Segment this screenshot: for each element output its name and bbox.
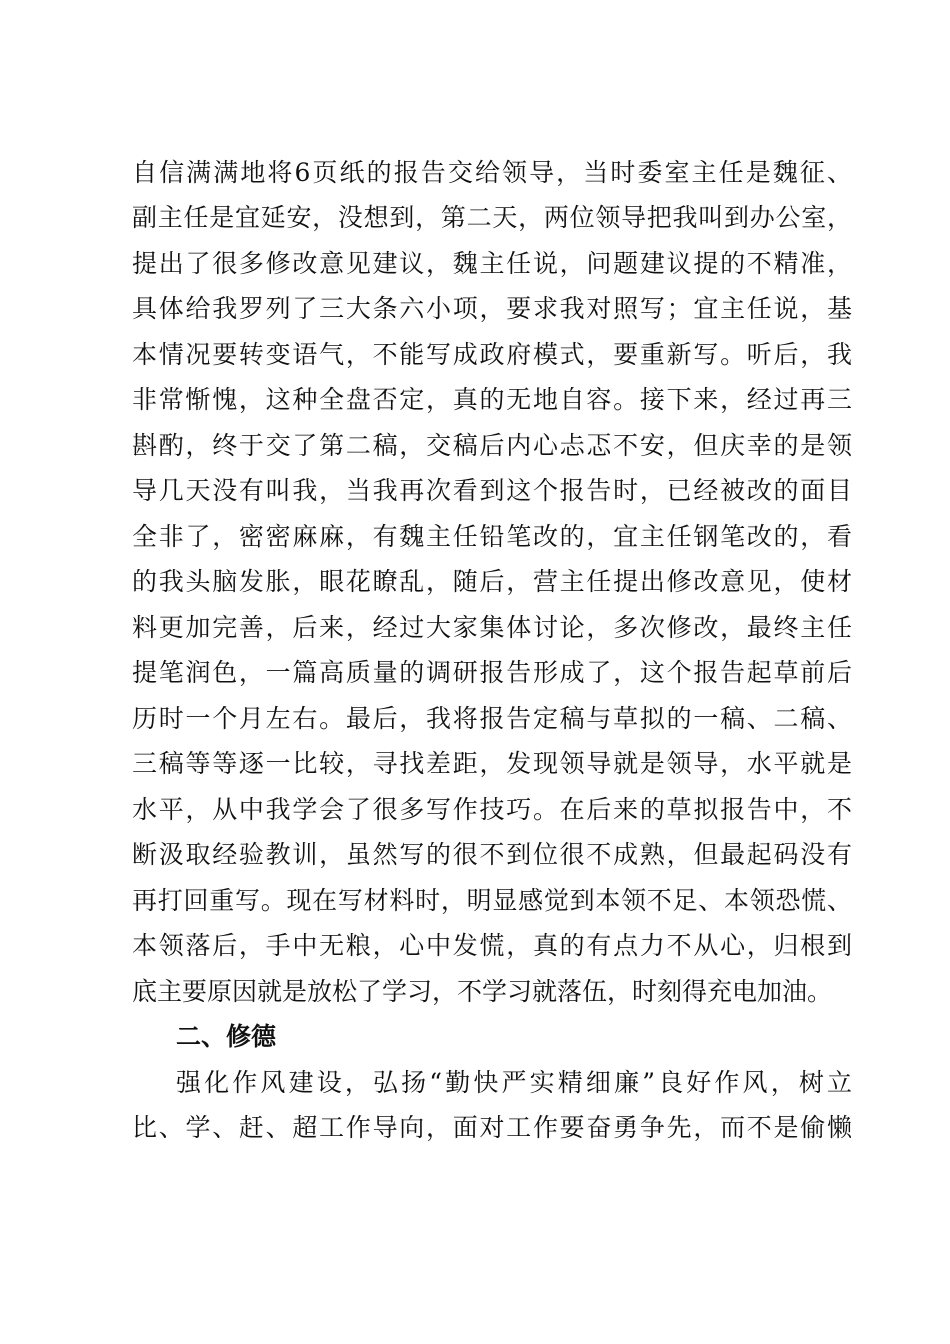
paragraph-line: 的我头脑发胀，眼花瞭乱，随后，营主任提出修改意见，使材 [132,567,852,596]
paragraph-line: 提出了很多修改意见建议，魏主任说，问题建议提的不精准， [132,249,852,278]
paragraph-line: 底主要原因就是放松了学习，不学习就落伍，时刻得充电加油。 [132,977,833,1006]
section-heading: 二、修德 [176,1022,277,1051]
paragraph-line: 斟酌，终于交了第二稿，交稿后内心忐忑不安，但庆幸的是领 [132,431,852,460]
paragraph-line: 三稿等等逐一比较，寻找差距，发现领导就是领导，水平就是 [132,749,852,778]
paragraph-line: 断汲取经验教训，虽然写的很不到位很不成熟，但最起码没有 [132,840,852,869]
paragraph-line: 全非了，密密麻麻，有魏主任铅笔改的，宜主任钢笔改的，看 [132,522,852,551]
paragraph-line: 强化作风建设，弘扬“勤快严实精细廉”良好作风，树立 [176,1068,852,1097]
paragraph-line: 提笔润色，一篇高质量的调研报告形成了，这个报告起草前后 [132,658,852,687]
paragraph-line: 导几天没有叫我，当我再次看到这个报告时，已经被改的面目 [132,476,852,505]
paragraph-line: 比、学、赶、超工作导向，面对工作要奋勇争先，而不是偷懒 [132,1113,852,1142]
paragraph-line: 料更加完善，后来，经过大家集体讨论，多次修改，最终主任 [132,613,852,642]
paragraph-line: 非常惭愧，这种全盘否定，真的无地自容。接下来，经过再三 [132,385,852,414]
paragraph-line: 水平，从中我学会了很多写作技巧。在后来的草拟报告中，不 [132,795,852,824]
paragraph-line: 自信满满地将6页纸的报告交给领导，当时委室主任是魏征、 [132,158,852,187]
paragraph-line: 历时一个月左右。最后，我将报告定稿与草拟的一稿、二稿、 [132,704,852,733]
paragraph-line: 具体给我罗列了三大条六小项，要求我对照写；宜主任说，基 [132,294,852,323]
paragraph-line: 本情况要转变语气，不能写成政府模式，要重新写。听后，我 [132,340,852,369]
paragraph-line: 副主任是宜延安，没想到，第二天，两位领导把我叫到办公室， [132,203,852,232]
paragraph-line: 再打回重写。现在写材料时，明显感觉到本领不足、本领恐慌、 [132,886,852,915]
paragraph-line: 本领落后，手中无粮，心中发慌，真的有点力不从心，归根到 [132,931,852,960]
